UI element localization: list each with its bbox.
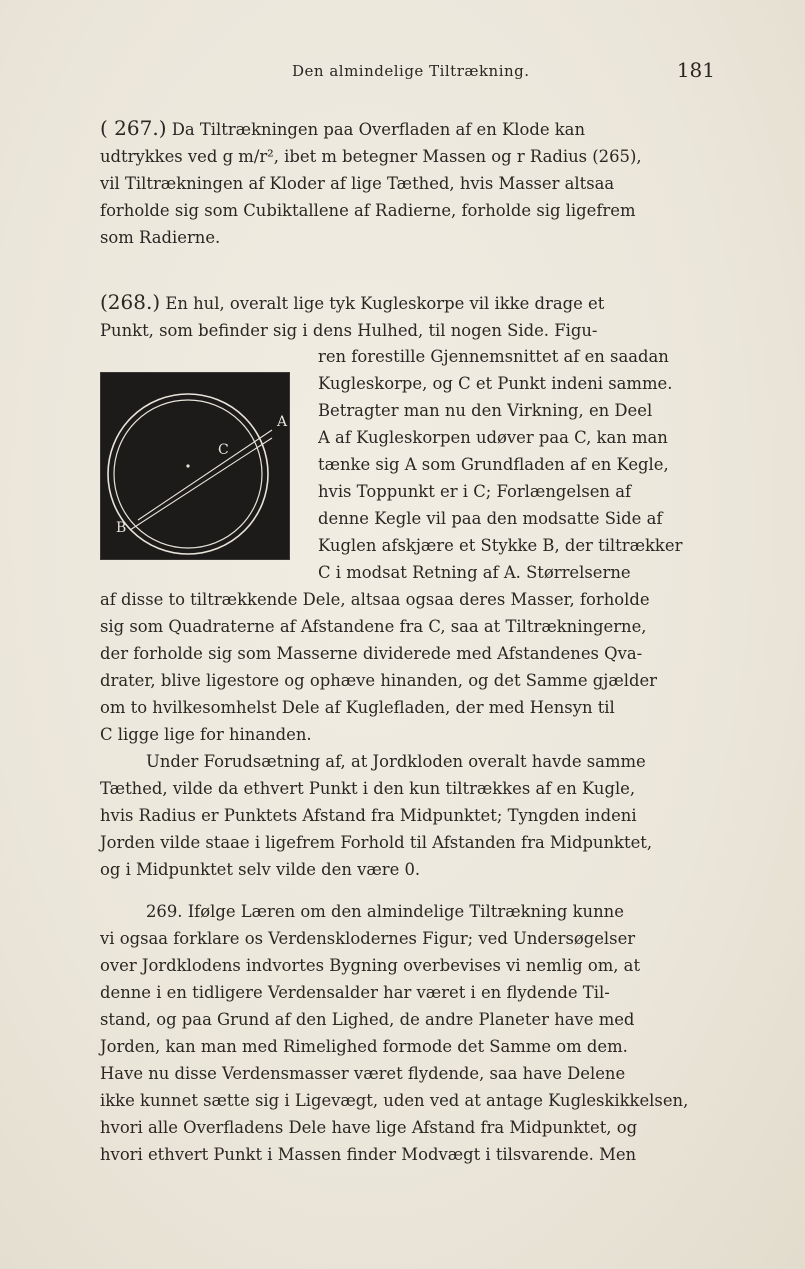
sphere-cross-section-figure xyxy=(100,372,290,560)
cont-line-5: om to hvilkesomhelst Dele af Kuglefladen, der med Hensyn til xyxy=(100,698,615,717)
s269-line-7: Have nu disse Verdensmasser været flydende, saa have Delene xyxy=(100,1064,626,1083)
running-head: Den almindelige Tiltrækning. xyxy=(292,62,530,80)
unter-line-5: og i Midpunktet selv vilde den være 0. xyxy=(100,860,421,879)
unter-line-3: hvis Radius er Punktets Afstand fra Midpunktet; Tyngden indeni xyxy=(100,806,637,825)
s269-line-3: over Jordklodens indvortes Bygning overbevises vi nemlig om, at xyxy=(100,956,641,975)
section-267-line-5: som Radierne. xyxy=(100,228,221,247)
s269-line-9: hvori alle Overfladens Dele have lige Afstand fra Midpunktet, og xyxy=(100,1118,638,1137)
section-267-line-3: vil Tiltrækningen af Kloder af lige Tæthed, hvis Masser altsaa xyxy=(100,174,615,193)
section-268-line-1 xyxy=(100,289,713,317)
page-number: 181 xyxy=(676,58,715,82)
cont-line-2: sig som Quadraterne af Afstandene fra C, saa at Tiltrækningerne, xyxy=(100,617,647,636)
side-line-2: Kugleskorpe, og C et Punkt indeni samme. xyxy=(318,374,673,393)
side-line-7: denne Kegle vil paa den modsatte Side af xyxy=(318,509,663,528)
section-269 xyxy=(100,898,713,1168)
s269-line-1: 269. Ifølge Læren om den almindelige Tiltrækning kunne xyxy=(146,902,624,921)
unter-line-4: Jorden vilde staae i ligefrem Forhold til Afstanden fra Midpunktet, xyxy=(100,833,653,852)
section-267-line-4: forholde sig som Cubiktallene af Radierne, forholde sig ligefrem xyxy=(100,201,636,220)
unter-line-2: Tæthed, vilde da ethvert Punkt i den kun tiltrækkes af en Kugle, xyxy=(100,779,636,798)
section-268-line-2: Punkt, som befinder sig i dens Hulhed, til nogen Side. Figu- xyxy=(100,321,598,340)
section-unter xyxy=(100,748,713,883)
figure-label-b: B xyxy=(116,520,127,536)
sphere-diagram xyxy=(100,372,290,560)
page-header xyxy=(100,58,715,88)
section-267-marker: ( 267.) xyxy=(100,116,167,140)
cont-line-3: der forholde sig som Masserne dividerede med Afstandenes Qva- xyxy=(100,644,643,663)
side-line-6: hvis Toppunkt er i C; Forlængelsen af xyxy=(318,482,632,501)
section-267-text-1: Da Tiltrækningen paa Overfladen af en Klode kan xyxy=(171,120,586,139)
center-point xyxy=(186,464,189,467)
section-267 xyxy=(100,115,713,251)
s269-line-6: Jorden, kan man med Rimelighed formode det Samme om dem. xyxy=(100,1037,628,1056)
section-268-intro xyxy=(100,289,713,344)
side-line-1: ren forestille Gjennemsnittet af en saadan xyxy=(318,347,669,366)
section-268-text-1: En hul, overalt lige tyk Kugleskorpe vil ikke drage et xyxy=(165,294,605,313)
unter-line-1: Under Forudsætning af, at Jordkloden overalt havde samme xyxy=(146,752,646,771)
side-line-5: tænke sig A som Grundfladen af en Kegle, xyxy=(318,455,669,474)
cont-line-6: C ligge lige for hinanden. xyxy=(100,725,312,744)
section-267-line-2: udtrykkes ved g m/r², ibet m betegner Massen og r Radius (265), xyxy=(100,147,642,166)
s269-line-10: hvori ethvert Punkt i Massen finder Modvægt i tilsvarende. Men xyxy=(100,1145,637,1164)
s269-line-5: stand, og paa Grund af den Lighed, de andre Planeter have med xyxy=(100,1010,635,1029)
section-268-side-text xyxy=(318,343,713,586)
figure-label-a: A xyxy=(277,414,288,430)
side-line-8: Kuglen afskjære et Stykke B, der tiltrækker xyxy=(318,536,683,555)
figure-label-c: C xyxy=(218,442,229,458)
cont-line-4: drater, blive ligestore og ophæve hinanden, og det Samme gjælder xyxy=(100,671,657,690)
s269-line-2: vi ogsaa forklare os Verdensklodernes Figur; ved Undersøgelser xyxy=(100,929,636,948)
section-268-continuation xyxy=(100,586,713,748)
cont-line-1: af disse to tiltrækkende Dele, altsaa ogsaa deres Masser, forholde xyxy=(100,590,650,609)
section-267-line-1 xyxy=(100,115,713,143)
side-line-9: C i modsat Retning af A. Størrelserne xyxy=(318,563,631,582)
section-268-marker: (268.) xyxy=(100,290,161,314)
s269-line-4: denne i en tidligere Verdensalder har været i en flydende Til- xyxy=(100,983,610,1002)
side-line-4: A af Kugleskorpen udøver paa C, kan man xyxy=(318,428,668,447)
s269-line-8: ikke kunnet sætte sig i Ligevægt, uden ved at antage Kugleskikkelsen, xyxy=(100,1091,689,1110)
side-line-3: Betragter man nu den Virkning, en Deel xyxy=(318,401,653,420)
